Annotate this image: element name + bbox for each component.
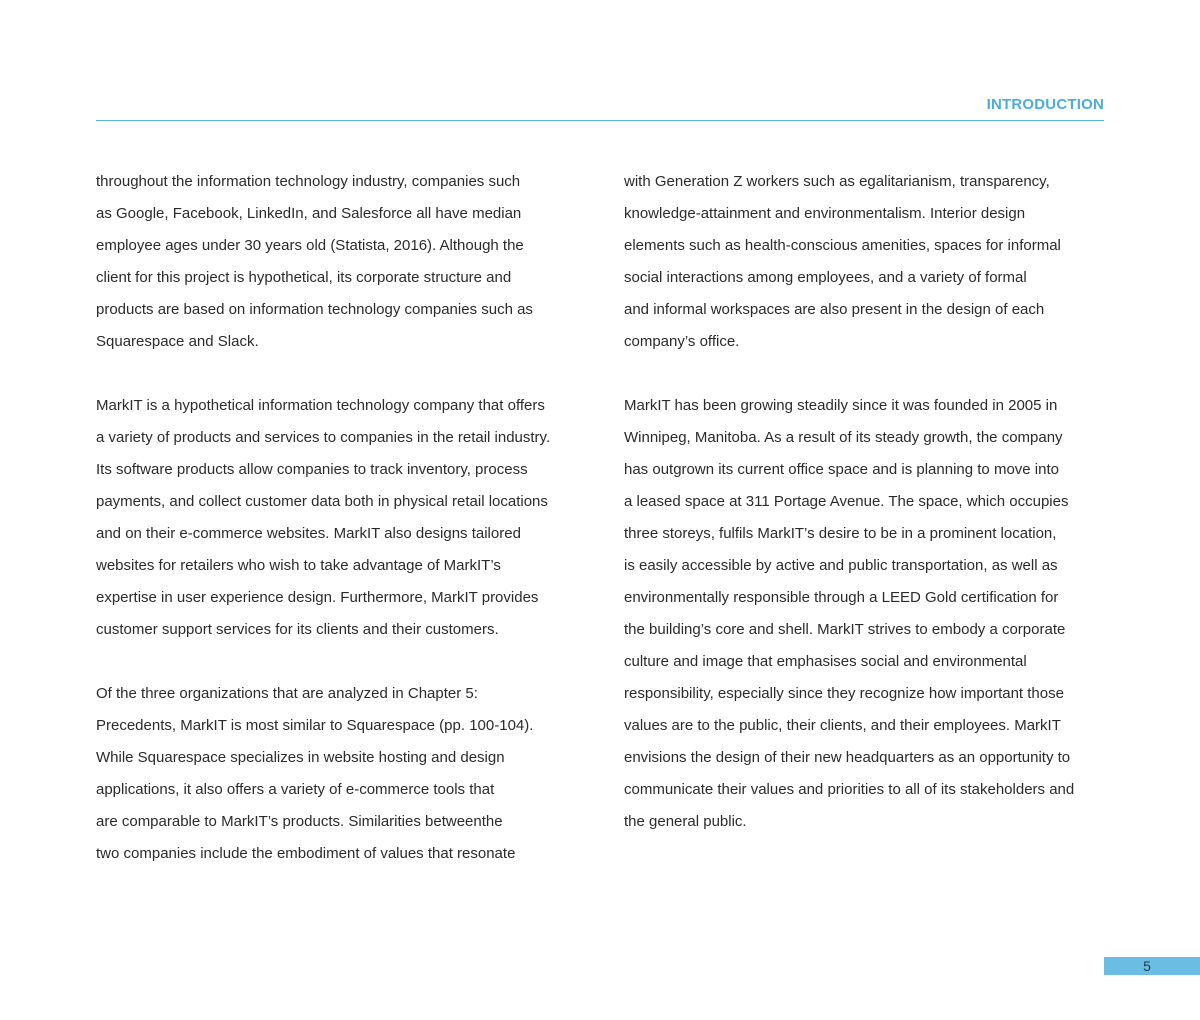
text-line: websites for retailers who wish to take advantage of MarkIT’s	[96, 557, 501, 574]
text-line: expertise in user experience design. Furthermore, MarkIT provides	[96, 589, 539, 606]
text-line: a leased space at 311 Portage Avenue. The space, which occupies	[624, 493, 1069, 510]
text-line: the general public.	[624, 813, 747, 830]
text-line: applications, it also offers a variety of e-commerce tools that	[96, 781, 495, 798]
text-line: company’s office.	[624, 333, 740, 350]
text-line: are comparable to MarkIT’s products. Similarities betweenthe	[96, 813, 503, 830]
text-line: the building’s core and shell. MarkIT strives to embody a corporate	[624, 621, 1066, 638]
text-line: knowledge-attainment and environmentalism. Interior design	[624, 205, 1026, 222]
text-line: communicate their values and priorities to all of its stakeholders and	[624, 781, 1075, 798]
text-line: employee ages under 30 years old (Statista, 2016). Although the	[96, 237, 524, 254]
text-line: with Generation Z workers such as egalitarianism, transparency,	[624, 173, 1050, 190]
paragraph	[96, 390, 596, 646]
text-line: While Squarespace specializes in website hosting and design	[96, 749, 505, 766]
left-text-column	[96, 166, 596, 870]
text-line: Of the three organizations that are analyzed in Chapter 5:	[96, 685, 478, 702]
text-line: and on their e-commerce websites. MarkIT also designs tailored	[96, 525, 521, 542]
text-line: Precedents, MarkIT is most similar to Squarespace (pp. 100-104).	[96, 717, 534, 734]
page-number: 5	[1143, 958, 1151, 974]
text-line: environmentally responsible through a LEED Gold certification for	[624, 589, 1059, 606]
text-line: MarkIT is a hypothetical information technology company that offers	[96, 397, 545, 414]
paragraph	[624, 166, 1114, 358]
right-text-column	[624, 166, 1114, 838]
text-line: throughout the information technology industry, companies such	[96, 173, 521, 190]
text-line: Its software products allow companies to track inventory, process	[96, 461, 528, 478]
text-line: has outgrown its current office space and is planning to move into	[624, 461, 1059, 478]
text-line: Winnipeg, Manitoba. As a result of its steady growth, the company	[624, 429, 1063, 446]
text-line: payments, and collect customer data both in physical retail locations	[96, 493, 548, 510]
text-line: products are based on information technology companies such as	[96, 301, 533, 318]
text-line: client for this project is hypothetical, its corporate structure and	[96, 269, 512, 286]
text-line: is easily accessible by active and public transportation, as well as	[624, 557, 1058, 574]
text-line: as Google, Facebook, LinkedIn, and Salesforce all have median	[96, 205, 522, 222]
text-line: elements such as health-conscious amenities, spaces for informal	[624, 237, 1061, 254]
paragraph	[96, 678, 596, 870]
paragraph-spacer	[96, 646, 596, 678]
text-line: envisions the design of their new headquarters as an opportunity to	[624, 749, 1071, 766]
text-line: two companies include the embodiment of values that resonate	[96, 845, 516, 862]
paragraph-spacer	[624, 358, 1114, 390]
text-line: Squarespace and Slack.	[96, 333, 259, 350]
text-line: MarkIT has been growing steadily since it was founded in 2005 in	[624, 397, 1058, 414]
text-line: responsibility, especially since they recognize how important those	[624, 685, 1064, 702]
section-title: INTRODUCTION	[986, 96, 1104, 113]
text-line: social interactions among employees, and a variety of formal	[624, 269, 1027, 286]
text-line: customer support services for its clients and their customers.	[96, 621, 499, 638]
text-line: three storeys, fulfils MarkIT’s desire to be in a prominent location,	[624, 525, 1057, 542]
header-divider	[96, 120, 1104, 121]
paragraph-spacer	[96, 358, 596, 390]
text-line: values are to the public, their clients, and their employees. MarkIT	[624, 717, 1061, 734]
text-line: culture and image that emphasises social and environmental	[624, 653, 1027, 670]
text-line: and informal workspaces are also present in the design of each	[624, 301, 1045, 318]
text-line: a variety of products and services to companies in the retail industry.	[96, 429, 551, 446]
paragraph	[96, 166, 596, 358]
paragraph	[624, 390, 1114, 838]
